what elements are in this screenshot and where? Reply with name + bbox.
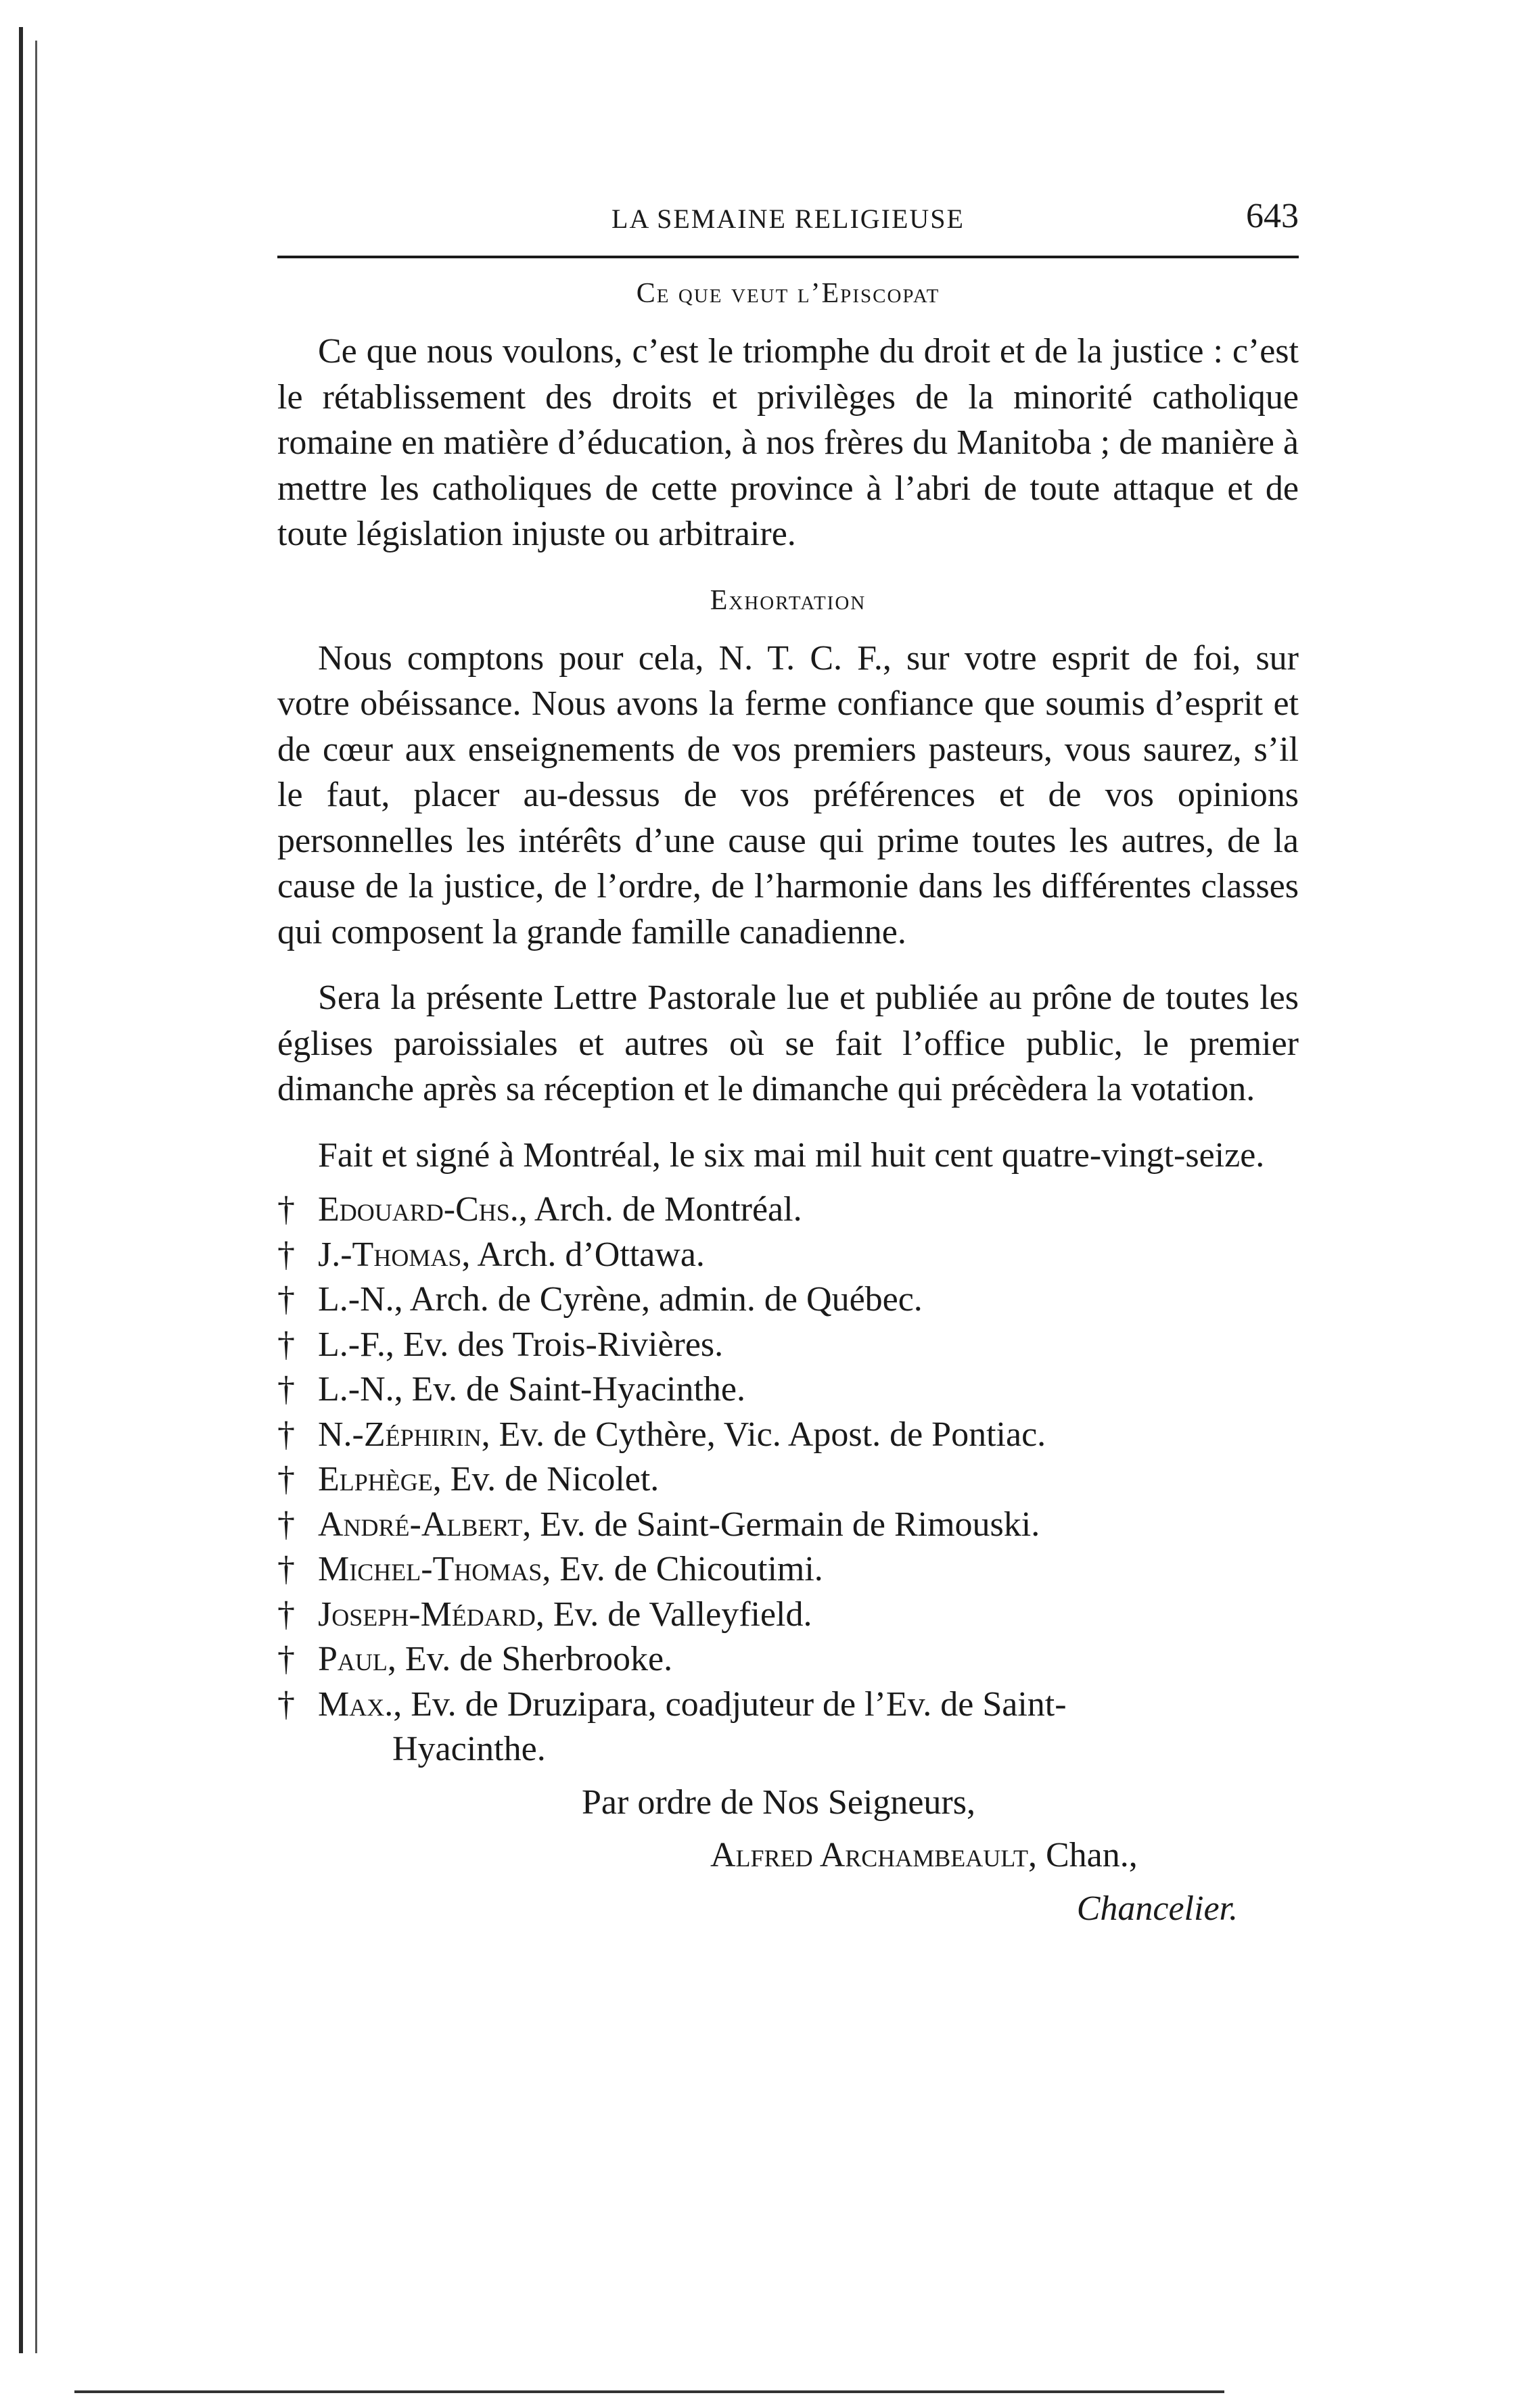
signatory-name: Elphège <box>318 1460 433 1498</box>
signatory-name: Paul <box>318 1640 388 1678</box>
paragraph-episcopat: Ce que nous voulons, c’est le triomphe du droit et de la justice : c’est le rétablissement des droits et privilèges de la minorité catholique romaine en matière d’éducation, à nos frères du Manitoba ; de manière à mettre les catholiques de cette province à l’abri de toute attaque et de toute législation injuste ou arbitraire. <box>277 332 1299 553</box>
dagger-icon: † <box>277 1280 295 1319</box>
signatory-title: , Ev. de Saint-Germain de Rimouski. <box>522 1505 1040 1544</box>
signatory-name: Joseph-Médard <box>318 1595 536 1634</box>
dagger-icon: † <box>277 1325 295 1364</box>
binding-edge <box>19 27 23 2353</box>
signatory-title: , Ev. de Valleyfield. <box>535 1595 812 1634</box>
paragraph-date: Fait et signé à Montréal, le six mai mil huit cent quatre-vingt-seize. <box>318 1135 1265 1175</box>
signatory-name: L.-F. <box>318 1325 386 1364</box>
dagger-icon: † <box>277 1235 295 1274</box>
running-head <box>277 196 1299 250</box>
page-number: 643 <box>1246 197 1299 235</box>
dagger-icon: † <box>277 1190 295 1229</box>
closing-order: Par ordre de Nos Seigneurs, <box>582 1783 975 1822</box>
signatory-title: , Arch. de Cyrène, admin. de Québec. <box>394 1280 923 1319</box>
signature-list <box>277 1187 1299 1772</box>
signature-item <box>277 1457 1299 1503</box>
closing-chancellor-name <box>277 1833 1299 1879</box>
dagger-icon: † <box>277 1595 295 1634</box>
signatory-name: André-Albert <box>318 1505 523 1544</box>
signatory-title: , Ev. de Sherbrooke. <box>387 1640 673 1678</box>
dagger-icon: † <box>277 1684 295 1724</box>
signatory-name: Max. <box>318 1684 394 1724</box>
signatory-title: , Arch. d’Ottawa. <box>461 1235 705 1274</box>
signatory-name: Michel-Thomas <box>318 1550 542 1588</box>
signatory-title: , Ev. de Chicoutimi. <box>542 1550 823 1588</box>
signature-item <box>277 1323 1299 1368</box>
chancellor-name: Alfred Archambeault <box>710 1836 1028 1874</box>
bottom-rule <box>74 2390 1224 2393</box>
dagger-icon: † <box>277 1640 295 1678</box>
header-rule <box>277 256 1299 258</box>
signature-item <box>277 1637 1299 1682</box>
signature-item <box>277 1592 1299 1638</box>
signature-item <box>277 1547 1299 1592</box>
signatory-name: Edouard-Chs. <box>318 1190 519 1229</box>
signature-item <box>277 1413 1299 1458</box>
signature-item <box>277 1503 1299 1548</box>
dagger-icon: † <box>277 1550 295 1588</box>
signatory-name: L.-N. <box>318 1280 394 1319</box>
running-title: LA SEMAINE RELIGIEUSE <box>611 204 965 234</box>
signatory-name: N.-Zéphirin <box>318 1415 482 1454</box>
signature-item <box>277 1277 1299 1323</box>
paragraph-exhortation: Nous comptons pour cela, N. T. C. F., sur votre esprit de foi, sur votre obéissance. Nous avons la ferme confiance que soumis d’esprit et de cœur aux enseignements de vos premiers pasteurs, vous saurez, s’il le faut, placer au-dessus de vos préférences et de vos opinions personnelles les intérêts d’une cause qui prime toutes les autres, de la cause de la justice, de l’ordre, de l’harmonie dans les différentes classes qui composent la grande famille canadienne. <box>277 638 1299 951</box>
dagger-icon: † <box>277 1370 295 1409</box>
signature-item <box>277 1233 1299 1278</box>
section-title-exhortation: Exhortation <box>710 584 867 616</box>
signatory-title: , Arch. de Montréal. <box>518 1190 802 1229</box>
binding-edge-inner <box>35 41 37 2353</box>
signature-item <box>277 1682 1299 1772</box>
signatory-title-continuation: Hyacinthe. <box>392 1730 546 1768</box>
signatory-title: , Ev. de Cythère, Vic. Apost. de Pontiac. <box>481 1415 1046 1454</box>
signatory-title: , Ev. de Nicolet. <box>432 1460 660 1498</box>
closing-chancellor-title: Chancelier. <box>1076 1889 1238 1928</box>
signature-item <box>277 1187 1299 1233</box>
signatory-title: , Ev. de Saint-Hyacinthe. <box>394 1370 746 1409</box>
dagger-icon: † <box>277 1415 295 1454</box>
signature-item <box>277 1367 1299 1413</box>
page-content <box>277 196 1299 1931</box>
signatory-name: L.-N. <box>318 1370 394 1409</box>
signatory-title: , Ev. de Druzipara, coadjuteur de l’Ev. de Saint- <box>393 1684 1067 1724</box>
signatory-name: J.-Thomas <box>318 1235 462 1274</box>
paragraph-lecture: Sera la présente Lettre Pastorale lue et publiée au prône de toutes les églises paroissiales et autres où se fait l’office public, le premier dimanche après sa réception et le dimanche qui précèdera la votation. <box>277 978 1299 1108</box>
section-title-episcopat: Ce que veut l’Episcopat <box>636 278 940 309</box>
dagger-icon: † <box>277 1505 295 1544</box>
chancellor-title-short: , Chan., <box>1027 1836 1138 1874</box>
signatory-title: , Ev. des Trois-Rivières. <box>385 1325 724 1364</box>
dagger-icon: † <box>277 1460 295 1498</box>
